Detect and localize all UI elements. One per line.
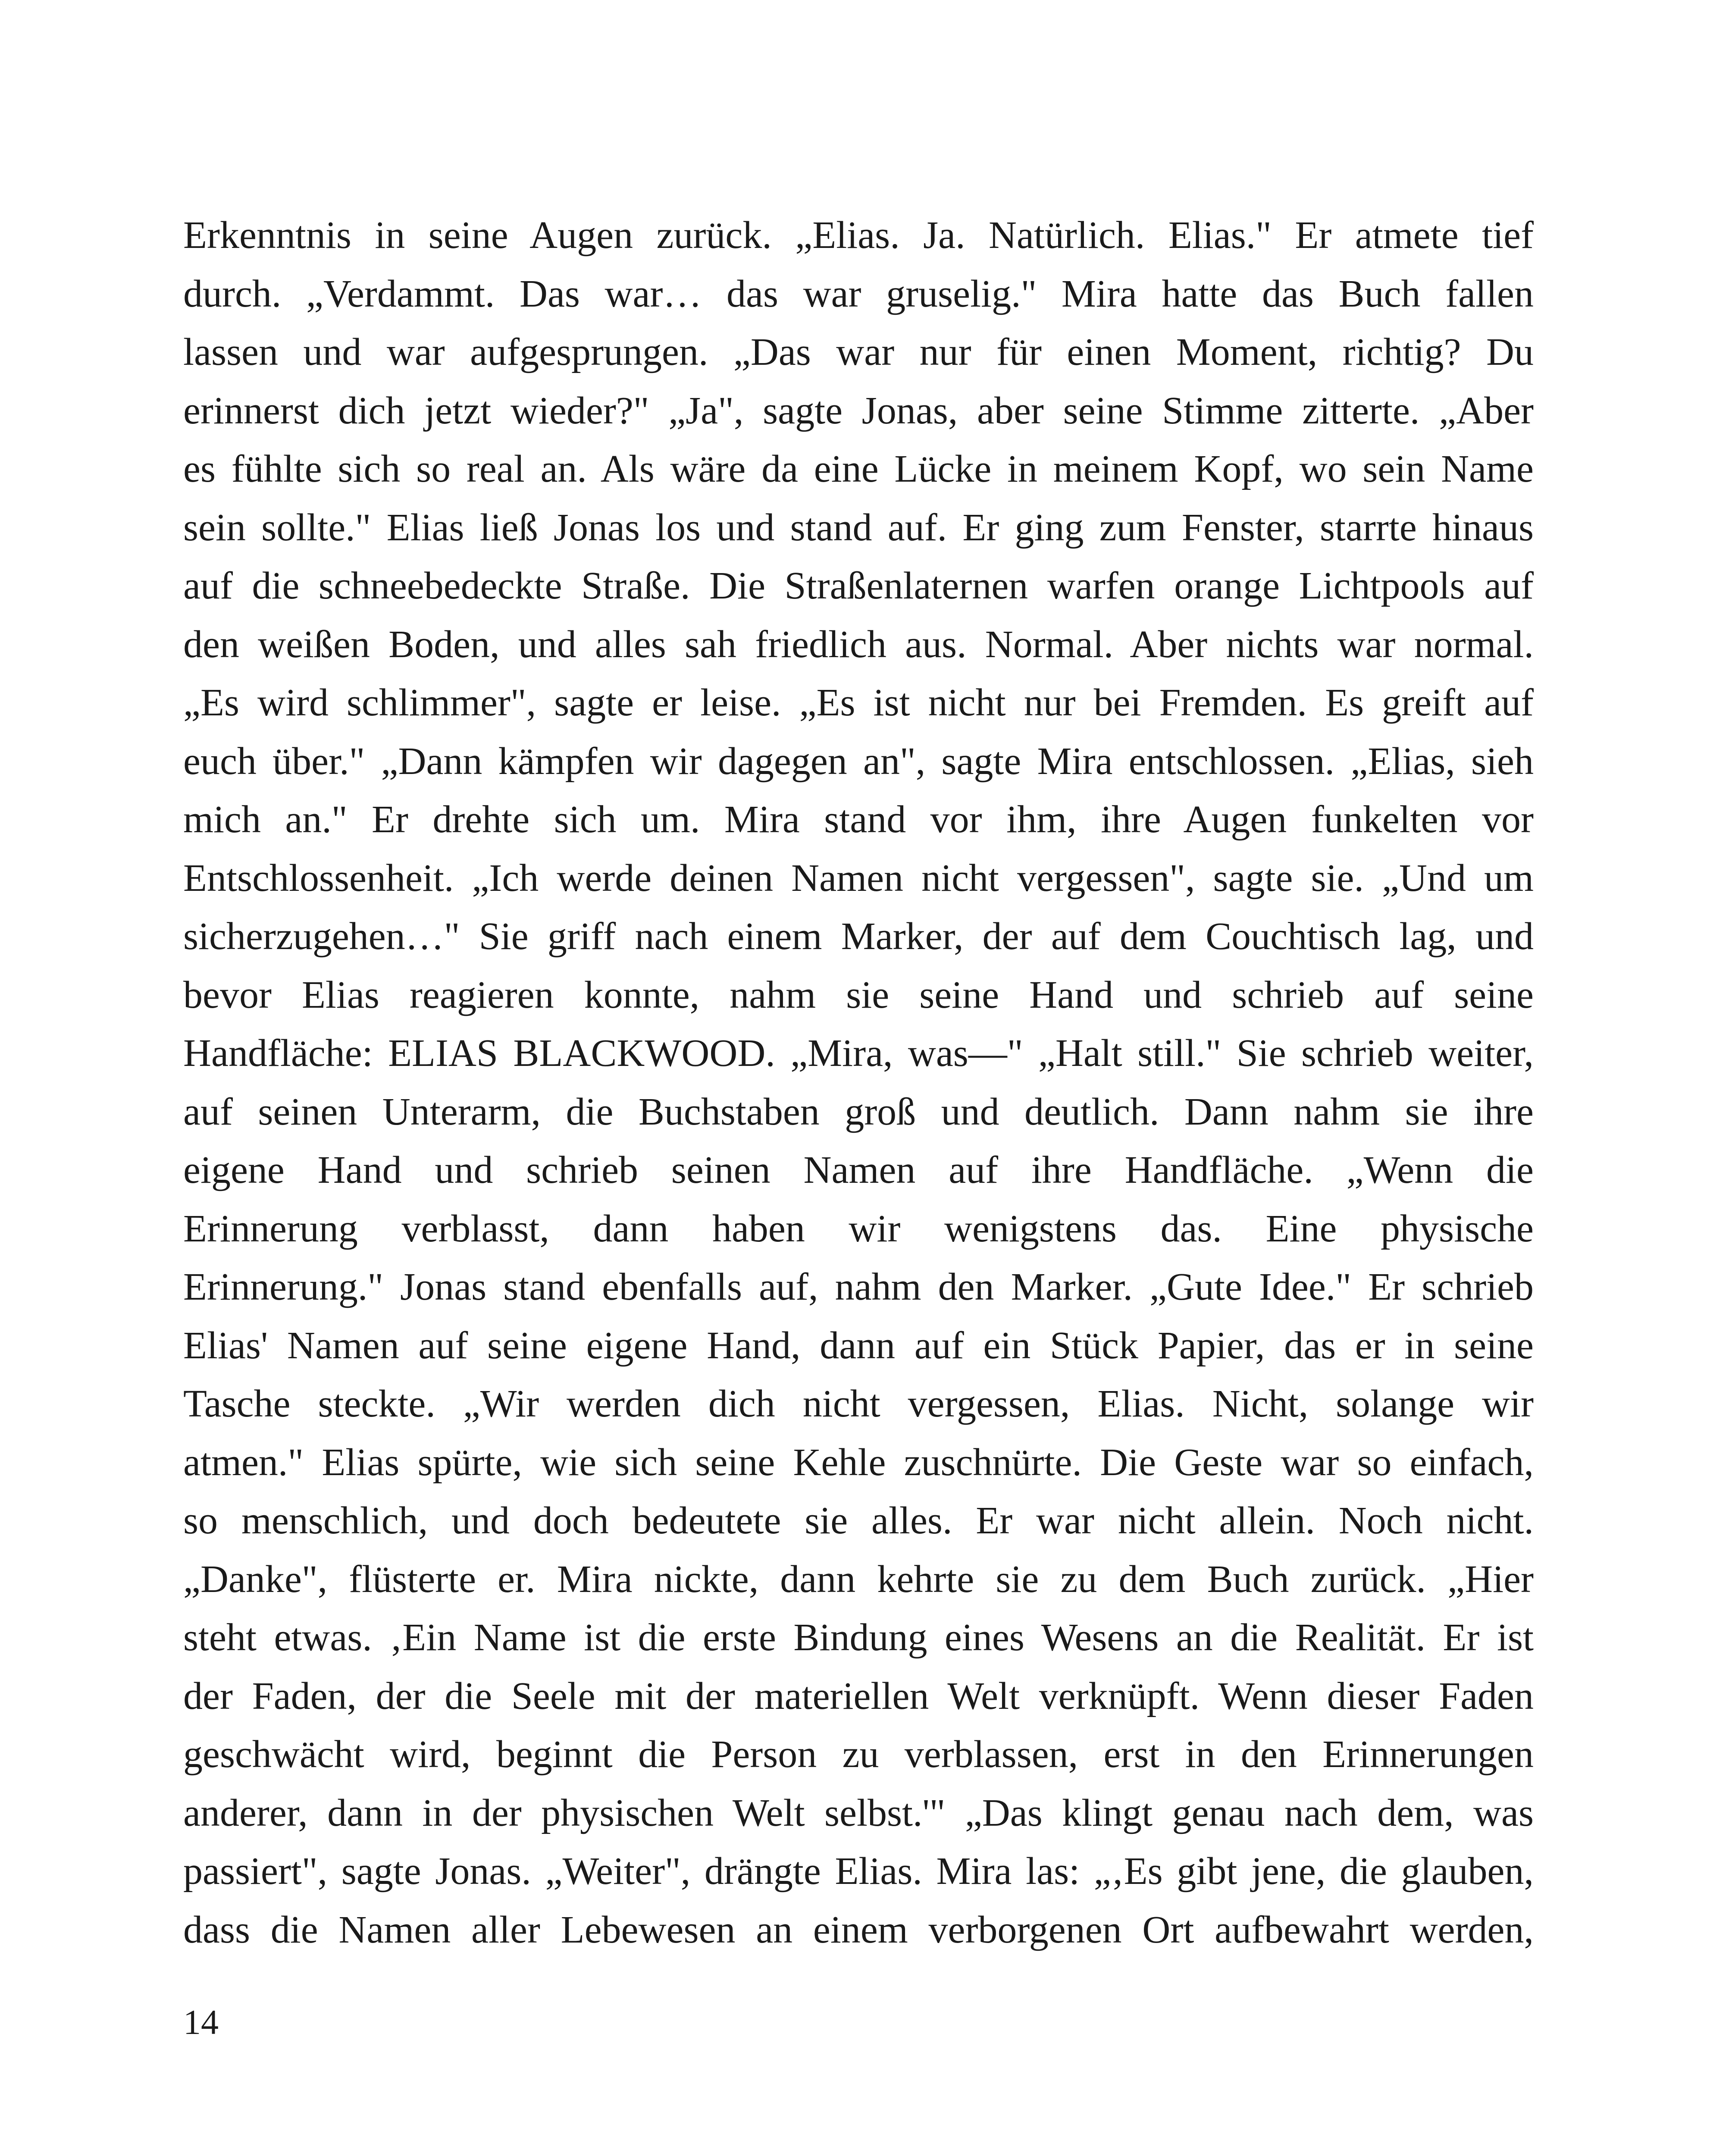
text-line: sicherzugehen…" Sie griff nach einem Marker, der auf dem Couchtisch lag, und: [183, 915, 1534, 958]
text-line: „Danke", flüsterte er. Mira nickte, dann kehrte sie zu dem Buch zurück. „Hier: [183, 1557, 1534, 1601]
text-line: steht etwas. ‚Ein Name ist die erste Bindung eines Wesens an die Realität. Er ist: [183, 1616, 1534, 1659]
text-line: Erinnerung." Jonas stand ebenfalls auf, nahm den Marker. „Gute Idee." Er schrieb: [183, 1266, 1534, 1308]
text-line: so menschlich, und doch bedeutete sie alles. Er war nicht allein. Noch nicht.: [183, 1499, 1534, 1542]
page-number: 14: [183, 2002, 219, 2042]
text-line: auf seinen Unterarm, die Buchstaben groß und deutlich. Dann nahm sie ihre: [183, 1090, 1534, 1133]
text-line: geschwächt wird, beginnt die Person zu verblassen, erst in den Erinnerungen: [183, 1733, 1534, 1776]
text-line: erinnerst dich jetzt wieder?" „Ja", sagte Jonas, aber seine Stimme zitterte. „Aber: [183, 389, 1534, 432]
text-line: Erkenntnis in seine Augen zurück. „Elias. Ja. Natürlich. Elias." Er atmete tief: [183, 214, 1534, 257]
text-line: bevor Elias reagieren konnte, nahm sie seine Hand und schrieb auf seine: [183, 973, 1534, 1016]
text-line: durch. „Verdammt. Das war… das war gruselig." Mira hatte das Buch fallen: [183, 272, 1534, 315]
text-line: der Faden, der die Seele mit der materiellen Welt verknüpft. Wenn dieser Faden: [183, 1674, 1534, 1717]
text-line: lassen und war aufgesprungen. „Das war nur für einen Moment, richtig? Du: [183, 331, 1534, 373]
text-line: den weißen Boden, und alles sah friedlich aus. Normal. Aber nichts war normal.: [183, 623, 1534, 666]
text-line: euch über." „Dann kämpfen wir dagegen an", sagte Mira entschlossen. „Elias, sieh: [183, 740, 1534, 783]
text-line: Entschlossenheit. „Ich werde deinen Namen nicht vergessen", sagte sie. „Und um: [183, 856, 1534, 899]
text-line: anderer, dann in der physischen Welt selbst.'" „Das klingt genau nach dem, was: [183, 1791, 1534, 1834]
text-line: Handfläche: ELIAS BLACKWOOD. „Mira, was—" „Halt still." Sie schrieb weiter,: [183, 1032, 1534, 1075]
text-line: mich an." Er drehte sich um. Mira stand vor ihm, ihre Augen funkelten vor: [183, 798, 1534, 841]
text-line: auf die schneebedeckte Straße. Die Straßenlaternen warfen orange Lichtpools auf: [183, 564, 1534, 607]
text-line: sein sollte." Elias ließ Jonas los und stand auf. Er ging zum Fenster, starrte hinaus: [183, 506, 1534, 549]
text-line: Tasche steckte. „Wir werden dich nicht vergessen, Elias. Nicht, solange wir: [183, 1382, 1534, 1425]
text-line: es fühlte sich so real an. Als wäre da eine Lücke in meinem Kopf, wo sein Name: [183, 448, 1534, 490]
text-line: dass die Namen aller Lebewesen an einem verborgenen Ort aufbewahrt werden,: [183, 1908, 1534, 1951]
body-text: [183, 206, 1534, 1959]
text-line: Erinnerung verblasst, dann haben wir wenigstens das. Eine physische: [183, 1207, 1534, 1250]
text-line: Elias' Namen auf seine eigene Hand, dann auf ein Stück Papier, das er in seine: [183, 1324, 1534, 1367]
text-line: „Es wird schlimmer", sagte er leise. „Es ist nicht nur bei Fremden. Es greift auf: [183, 681, 1534, 724]
text-line: atmen." Elias spürte, wie sich seine Kehle zuschnürte. Die Geste war so einfach,: [183, 1441, 1534, 1484]
text-line: eigene Hand und schrieb seinen Namen auf ihre Handfläche. „Wenn die: [183, 1149, 1534, 1191]
text-line: passiert", sagte Jonas. „Weiter", drängte Elias. Mira las: „‚Es gibt jene, die glauben,: [183, 1850, 1534, 1893]
